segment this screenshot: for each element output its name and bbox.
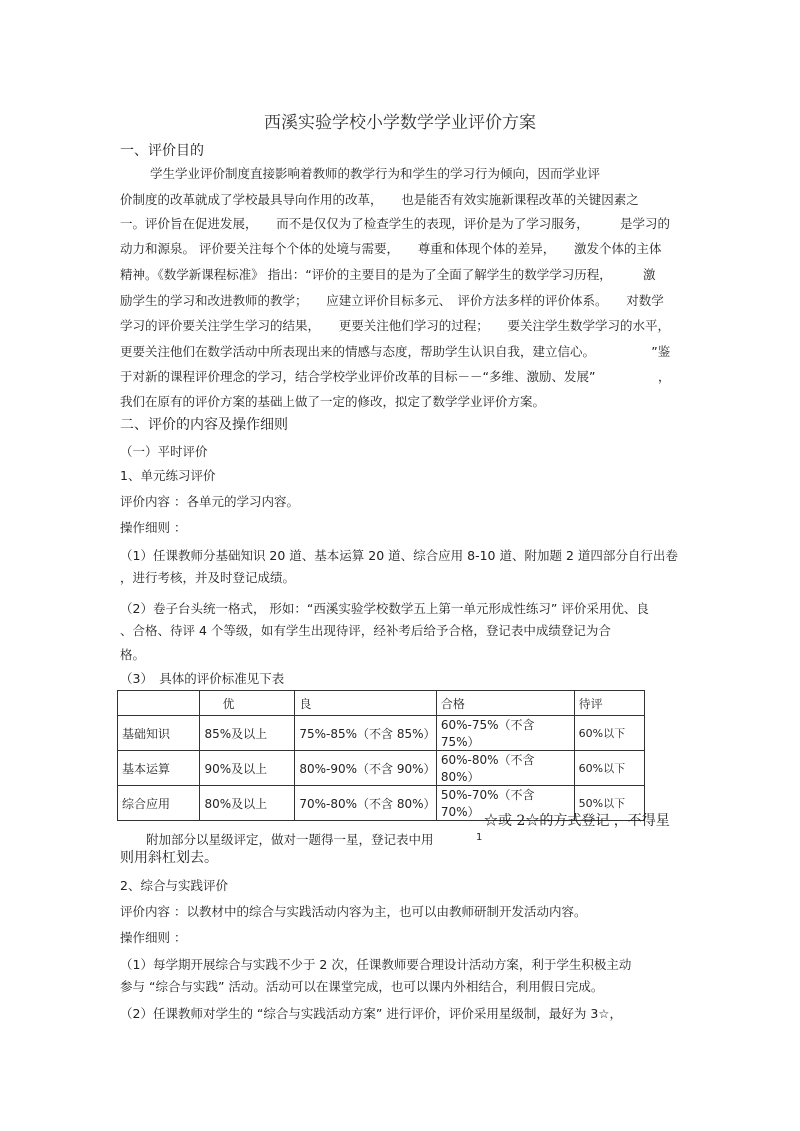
table-cell: 50%以下: [574, 786, 644, 821]
table-cell: 85%及以上: [200, 716, 295, 751]
table-cell: 基本运算: [118, 751, 200, 786]
item-heading-1: 1、单元练习评价: [120, 468, 216, 483]
table-header-cell: 优: [200, 691, 295, 716]
paragraph-line: 更要关注他们在数学活动中所表现出来的情感与态度，帮助学生认识自我，建立信心。 ”鉴: [120, 344, 671, 359]
subsection-heading: （一）平时评价: [120, 444, 208, 459]
table-cell: 60%以下: [574, 716, 644, 751]
ops-heading: 操作细则 ：: [120, 520, 187, 535]
table-header-cell: 合格: [436, 691, 574, 716]
op-line: （2）任课教师对学生的 “综合与实践活动方案” 进行评价，评价采用星级制，最好为 3☆，: [120, 1006, 622, 1021]
paragraph-line: 精神。《数学新课程标准》 指出：“评价的主要目的是为了全面了解学生的数学学习历程， 激: [120, 267, 656, 282]
table-cell: 70%-80%（不含 80%）: [295, 786, 437, 821]
table-header-row: [118, 691, 645, 716]
table-header-cell: 良: [295, 691, 437, 716]
content-line: 评价内容 ：以教材中的综合与实践活动内容为主，也可以由教师研制开发活动内容。: [120, 904, 587, 919]
section-heading-1: 一、评价目的: [120, 143, 204, 159]
table-cell: 80%-90%（不含 90%）: [295, 751, 437, 786]
paragraph-line: 我们在原有的评价方案的基础上做了一定的修改，拟定了数学学业评价方案。: [120, 394, 546, 409]
op-line: 参与 “综合与实践” 活动。活动可以在课堂完成，也可以课内外相结合，利用假日完成。: [120, 979, 604, 994]
op-line: 、合格、待评 4 个等级，如有学生出现待评，经补考后给予合格，登记表中成绩登记为合: [120, 623, 611, 638]
document-title: 西溪实验学校小学数学学业评价方案: [264, 113, 536, 133]
table-cell: 60%-80%（不含 80%）: [436, 751, 574, 786]
content-line: 评价内容 ：各单元的学习内容。: [120, 494, 299, 509]
stars-note: ☆或 2☆的方式登记 ，不得星: [484, 813, 670, 829]
paragraph-line: 学习的评价要关注学生学习的结果， 更要关注他们学习的过程； 要关注学生数学学习的水平，: [120, 318, 671, 333]
table-cell: 基础知识: [118, 716, 200, 751]
page-number: 1: [476, 832, 483, 843]
op-line: （3） 具体的评价标准见下表: [120, 671, 285, 686]
section-heading-2: 二、评价的内容及操作细则: [120, 417, 288, 433]
extra-note-cont: 则用斜杠划去。: [120, 850, 218, 866]
paragraph-line: 一。评价旨在促进发展， 而不是仅仅为了检查学生的表现，评价是为了学习服务， 是学习的: [120, 216, 671, 231]
table-header-cell: [118, 691, 200, 716]
table-cell: 综合应用: [118, 786, 200, 821]
table-row: [118, 716, 645, 751]
table-cell: 80%及以上: [200, 786, 295, 821]
paragraph-line: 于对新的课程评价理念的学习，结合学校学业评价改革的目标－－“多维、激励、发展” ，: [120, 369, 671, 384]
ops-heading: 操作细则 ：: [120, 930, 187, 945]
paragraph-line: 价制度的改革就成了学校最具导向作用的改革， 也是能否有效实施新课程改革的关键因素之: [120, 192, 639, 207]
op-line: （1）每学期开展综合与实践不少于 2 次，任课教师要合理设计活动方案，利于学生积极主动: [120, 957, 632, 972]
item-heading-2: 2、综合与实践评价: [120, 878, 228, 893]
op-line: （1）任课教师分基础知识 20 道、基本运算 20 道、综合应用 8-10 道、附加题 2 道四部分自行出卷: [120, 548, 678, 563]
paragraph-line: 动力和源泉。 评价要关注每个个体的处境与需要， 尊重和体现个体的差异， 激发个体的主体: [120, 241, 662, 256]
table-cell: 60%以下: [574, 751, 644, 786]
op-line: （2）卷子台头统一格式， 形如：“西溪实验学校数学五上第一单元形成性练习” 评价采用优、良: [120, 601, 649, 616]
table-cell: 90%及以上: [200, 751, 295, 786]
grading-table: [117, 690, 645, 821]
extra-note: 附加部分以星级评定，做对一题得一星，登记表中用: [146, 832, 434, 847]
op-line: ，进行考核，并及时登记成绩。: [120, 570, 296, 585]
paragraph-line: 励学生的学习和改进教师的教学； 应建立评价目标多元、 评价方法多样的评价体系。 对数学: [120, 293, 664, 308]
op-line: 格。: [120, 647, 146, 662]
table-cell: 75%-85%（不含 85%）: [295, 716, 437, 751]
table-header-cell: 待评: [574, 691, 644, 716]
paragraph-line: 学生学业评价制度直接影响着教师的教学行为和学生的学习行为倾向，因而学业评: [150, 166, 601, 181]
table-cell: 50%-70%（不含 70%）: [436, 786, 574, 821]
table-cell: 60%-75%（不含 75%）: [436, 716, 574, 751]
table-row: [118, 751, 645, 786]
